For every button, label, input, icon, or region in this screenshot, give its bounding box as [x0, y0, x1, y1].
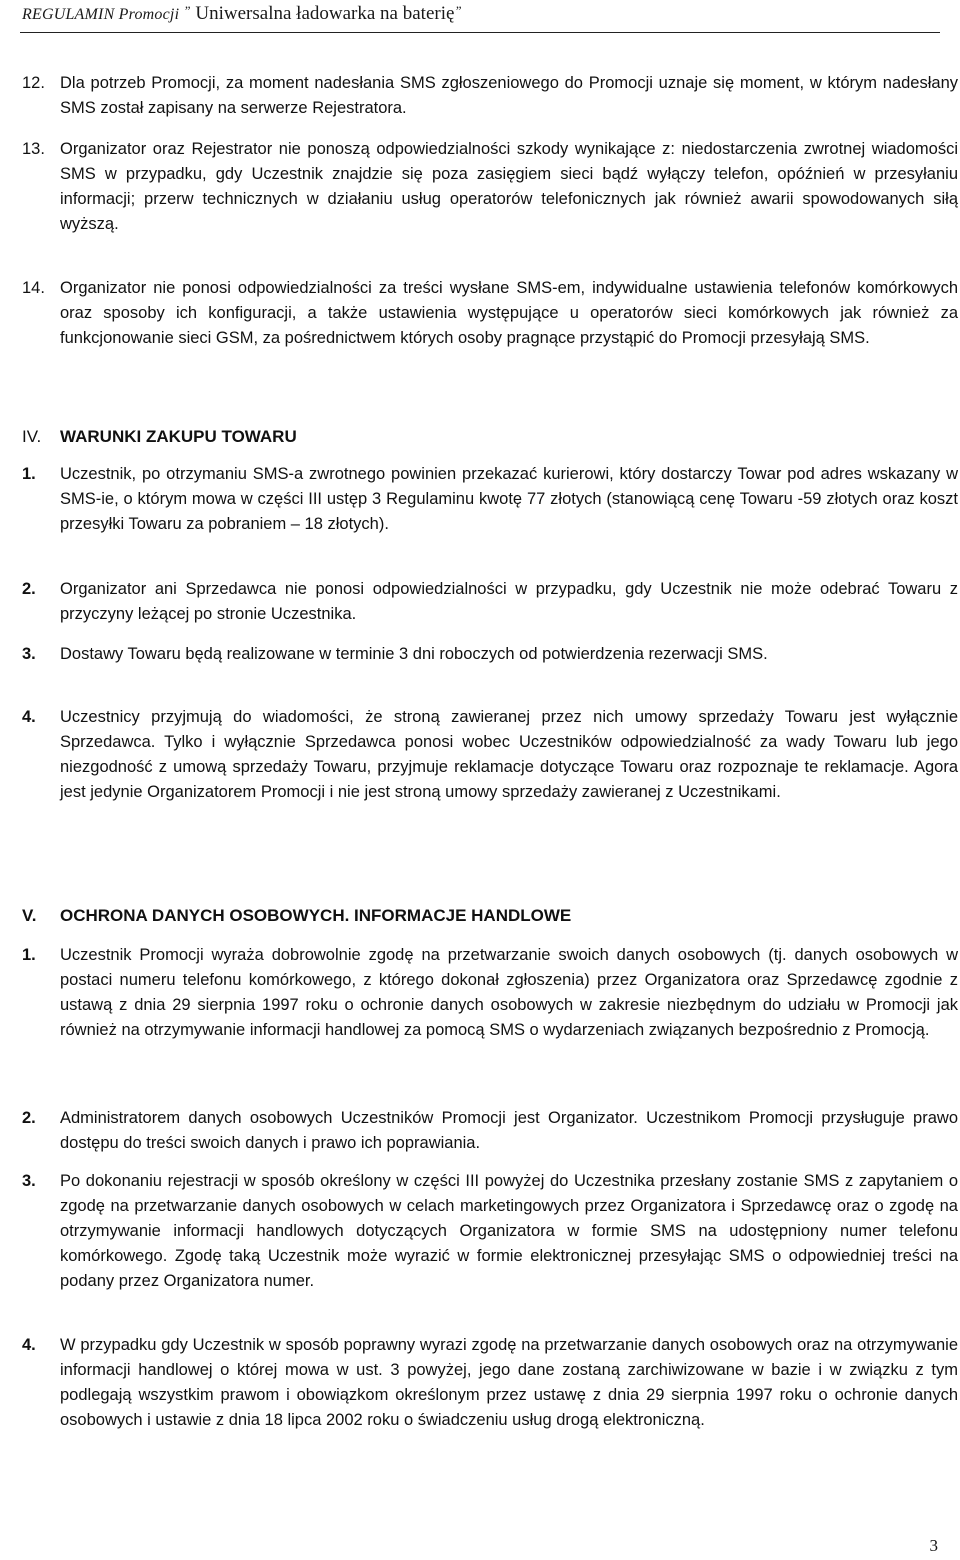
clause-number: 3. — [22, 645, 36, 663]
clause-text: Uczestnik, po otrzymaniu SMS-a zwrotnego powinien przekazać kurierowi, który dostarczy Towar pod adres wskazany w SMS-ie, o którym mowa w części III ustęp 3 Regulaminu kwotę 77 złotych (stanowiącą cenę Towaru -59 złotych oraz koszt przesyłki Towaru za pobraniem – 18 złotych). — [60, 465, 958, 533]
clause-number: 1. — [22, 465, 36, 483]
clause-number: 4. — [22, 1336, 36, 1354]
clause-number: 12. — [22, 74, 45, 92]
clause-text: Organizator nie ponosi odpowiedzialności za treści wysłane SMS-em, indywidualne ustawienia telefonów komórkowych oraz sposoby ich konfiguracji, a także ustawienia występujące u operatorów sieci komórkowych jak również za funkcjonowanie sieci GSM, za pośrednictwem których osoby pragnące przystąpić do Promocji przesyłają SMS. — [60, 279, 958, 347]
clause-iv-3 — [22, 642, 958, 667]
clause-text: Uczestnik Promocji wyraża dobrowolnie zgodę na przetwarzanie swoich danych osobowych (tj. danych osobowych w postaci numeru telefonu komórkowego, z którego dokonał zgłoszenia) przez Organizatora oraz Sprzedawcę zgodnie z ustawą z dnia 29 sierpnia 1997 roku o ochronie danych osobowych w zakresie niezbędnym do udziału w Promocji jak również na otrzymywanie informacji handlowej za pomocą SMS o wydarzeniach związanych bezpośrednio z Promocją. — [60, 946, 958, 1039]
section-roman: V. — [22, 906, 37, 925]
clause-number: 2. — [22, 1109, 36, 1127]
clause-v-4 — [22, 1333, 958, 1433]
clause-text: Uczestnicy przyjmują do wiadomości, że stroną zawieranej przez nich umowy sprzedaży Towaru jest wyłącznie Sprzedawca. Tylko i wyłącznie Sprzedawca ponosi wobec Uczestników odpowiedzialność za wady Towaru lub jego niezgodność z umową sprzedaży Towaru, przyjmuje reklamacje dotyczące Towaru oraz rozpoznaje te reklamacje. Agora jest jedynie Organizatorem Promocji i nie jest stroną umowy sprzedaży zawieranej z Uczestnikami. — [60, 708, 958, 801]
clause-iv-2 — [22, 577, 958, 627]
clause-v-3 — [22, 1169, 958, 1294]
clause-number: 13. — [22, 140, 45, 158]
clause-v-1 — [22, 943, 958, 1043]
clause-iv-4 — [22, 705, 958, 805]
clause-number: 2. — [22, 580, 36, 598]
clause-text: Po dokonaniu rejestracji w sposób określony w części III powyżej do Uczestnika przesłany zostanie SMS z zapytaniem o zgodę na przetwarzanie danych osobowych w celach marketingowych przez Organizatora i Sprzedawcę oraz o zgodę na otrzymywanie informacji handlowych dotyczących Organizatora w formie SMS na udostępniony numer telefonu komórkowego. Zgodę taką Uczestnik może wyrazić w formie elektronicznej przesyłając SMS o odpowiedniej treści na podany przez Organizatora numer. — [60, 1172, 958, 1290]
clause-12 — [22, 71, 958, 121]
section-roman: IV. — [22, 427, 42, 446]
clause-text: Organizator oraz Rejestrator nie ponoszą odpowiedzialności szkody wynikające z: niedostarczenia zwrotnej wiadomości SMS w przypadku, gdy Uczestnik znajdzie się poza zasięgiem sieci bądź wyłączy telefon, opóźnień w przesyłaniu informacji; przerw technicznych w działaniu usług operatorów telefonicznych jak również awarii spowodowanych siłą wyższą. — [60, 140, 958, 233]
page-number: 3 — [929, 1536, 938, 1555]
clause-text: Organizator ani Sprzedawca nie ponosi odpowiedzialności w przypadku, gdy Uczestnik nie może odebrać Towaru z przyczyny leżącej po stronie Uczestnika. — [60, 580, 958, 623]
clause-text: Dla potrzeb Promocji, za moment nadesłania SMS zgłoszeniowego do Promocji uznaje się moment, w którym nadesłany SMS został zapisany na serwerze Rejestratora. — [60, 74, 958, 117]
section-title: OCHRONA DANYCH OSOBOWYCH. INFORMACJE HANDLOWE — [60, 906, 572, 925]
clause-text: Administratorem danych osobowych Uczestników Promocji jest Organizator. Uczestnikom Promocji przysługuje prawo dostępu do treści swoich danych i prawo ich poprawiania. — [60, 1109, 958, 1152]
clause-number: 3. — [22, 1172, 36, 1190]
header-open-quote: ” — [183, 3, 191, 18]
clause-text: Dostawy Towaru będą realizowane w terminie 3 dni roboczych od potwierdzenia rezerwacji SMS. — [60, 645, 768, 663]
header-title: Uniwersalna ładowarka na baterię — [190, 3, 455, 24]
clause-14 — [22, 276, 958, 351]
header-prefix: REGULAMIN Promocji — [22, 6, 184, 23]
header-close-quote: ” — [454, 3, 462, 18]
section-heading-iv — [22, 424, 297, 449]
section-heading-v — [22, 903, 571, 928]
clause-13 — [22, 137, 958, 237]
clause-number: 1. — [22, 946, 36, 964]
clause-v-2 — [22, 1106, 958, 1156]
clause-number: 14. — [22, 279, 45, 297]
clause-number: 4. — [22, 708, 36, 726]
section-title: WARUNKI ZAKUPU TOWARU — [60, 427, 297, 446]
header-rule — [20, 32, 940, 33]
running-header — [22, 3, 462, 25]
clause-text: W przypadku gdy Uczestnik w sposób poprawny wyrazi zgodę na przetwarzanie danych osobowych oraz na otrzymywanie informacji handlowej o której mowa w ust. 3 powyżej, jego dane zostaną zarchiwizowane w bazie i w związku z tym podlegają wszystkim prawom i obowiązkom określonym przez ustawę z dnia 29 sierpnia 1997 roku o ochronie danych osobowych i ustawie z dnia 18 lipca 2002 roku o świadczeniu usług drogą elektroniczną. — [60, 1336, 958, 1429]
clause-iv-1 — [22, 462, 958, 537]
